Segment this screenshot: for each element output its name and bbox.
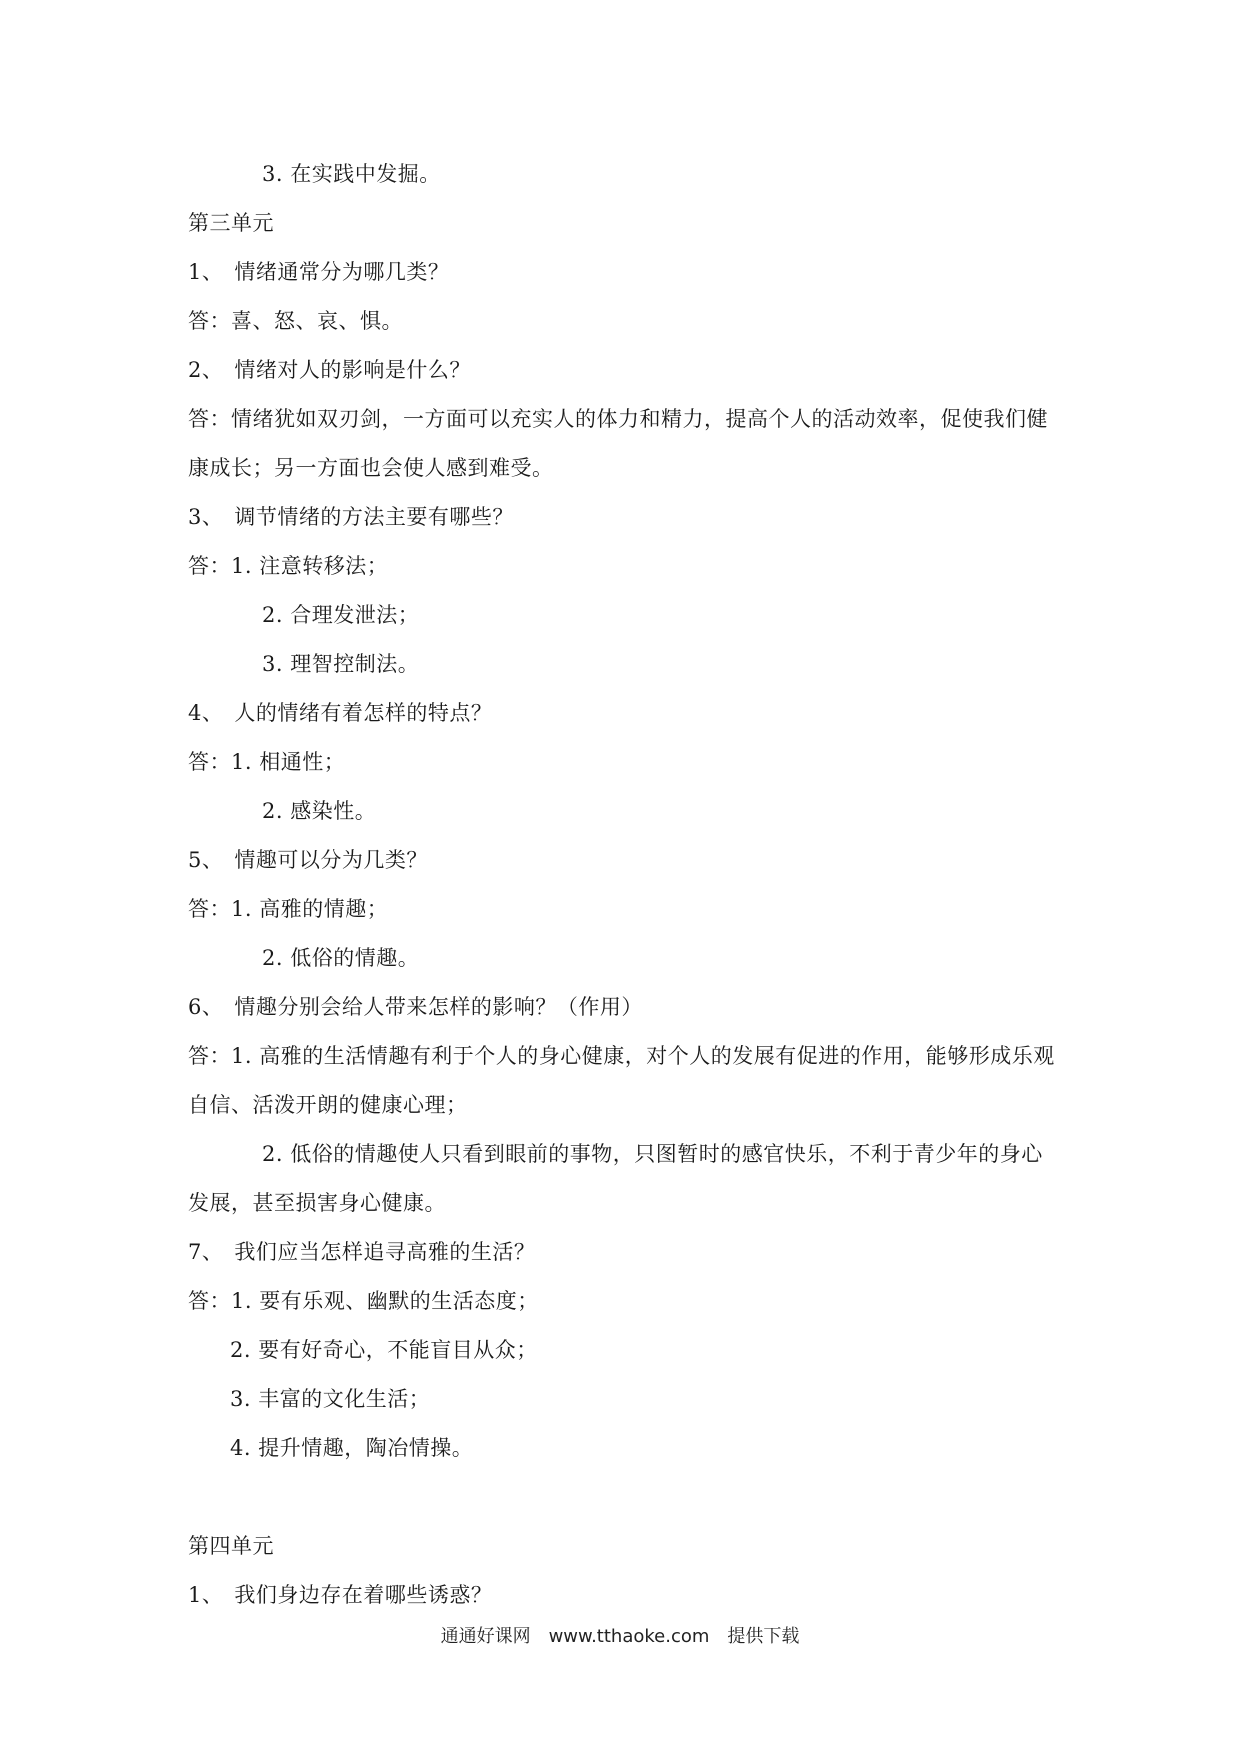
unit4-question-1: 1、 我们身边存在着哪些诱惑？ (188, 1583, 493, 1607)
answer-7-item-3: 3. 丰富的文化生活； (230, 1387, 431, 1411)
question-6: 6、 情趣分别会给人带来怎样的影响？（作用） (188, 995, 643, 1019)
answer-2-line-2: 康成长；另一方面也会使人感到难受。 (188, 456, 554, 480)
carryover-list-item: 3. 在实践中发掘。 (262, 162, 441, 186)
question-5: 5、 情趣可以分为几类？ (188, 848, 428, 872)
answer-7-item-1: 答：1. 要有乐观、幽默的生活态度； (188, 1289, 539, 1313)
answer-1: 答：喜、怒、哀、惧。 (188, 309, 403, 333)
question-2: 2、 情绪对人的影响是什么？ (188, 358, 471, 382)
answer-6-line-1: 答：1. 高雅的生活情趣有利于个人的身心健康，对个人的发展有促进的作用，能够形成乐观 (188, 1044, 1055, 1068)
answer-5-item-1: 答：1. 高雅的情趣； (188, 897, 389, 921)
answer-7-item-4: 4. 提升情趣，陶冶情操。 (230, 1436, 474, 1460)
answer-5-item-2: 2. 低俗的情趣。 (262, 946, 420, 970)
answer-3-item-3: 3. 理智控制法。 (262, 652, 420, 676)
unit3-heading: 第三单元 (188, 211, 274, 235)
unit4-heading: 第四单元 (188, 1534, 274, 1558)
answer-4-item-2: 2. 感染性。 (262, 799, 377, 823)
answer-6-line-3: 2. 低俗的情趣使人只看到眼前的事物，只图暂时的感官快乐，不利于青少年的身心 (262, 1142, 1043, 1166)
question-1: 1、 情绪通常分为哪几类？ (188, 260, 450, 284)
question-3: 3、 调节情绪的方法主要有哪些？ (188, 505, 514, 529)
answer-2-line-1: 答：情绪犹如双刃剑，一方面可以充实人的体力和精力，提高个人的活动效率，促使我们健 (188, 407, 1048, 431)
answer-3-item-2: 2. 合理发泄法； (262, 603, 420, 627)
question-4: 4、 人的情绪有着怎样的特点？ (188, 701, 493, 725)
answer-7-item-2: 2. 要有好奇心，不能盲目从众； (230, 1338, 538, 1362)
page-footer: 通通好课网 www.tthaoke.com 提供下载 (440, 1626, 800, 1647)
answer-6-line-2: 自信、活泼开朗的健康心理； (188, 1093, 468, 1117)
question-7: 7、 我们应当怎样追寻高雅的生活？ (188, 1240, 536, 1264)
answer-6-line-4: 发展，甚至损害身心健康。 (188, 1191, 446, 1215)
answer-3-item-1: 答：1. 注意转移法； (188, 554, 389, 578)
answer-4-item-1: 答：1. 相通性； (188, 750, 346, 774)
